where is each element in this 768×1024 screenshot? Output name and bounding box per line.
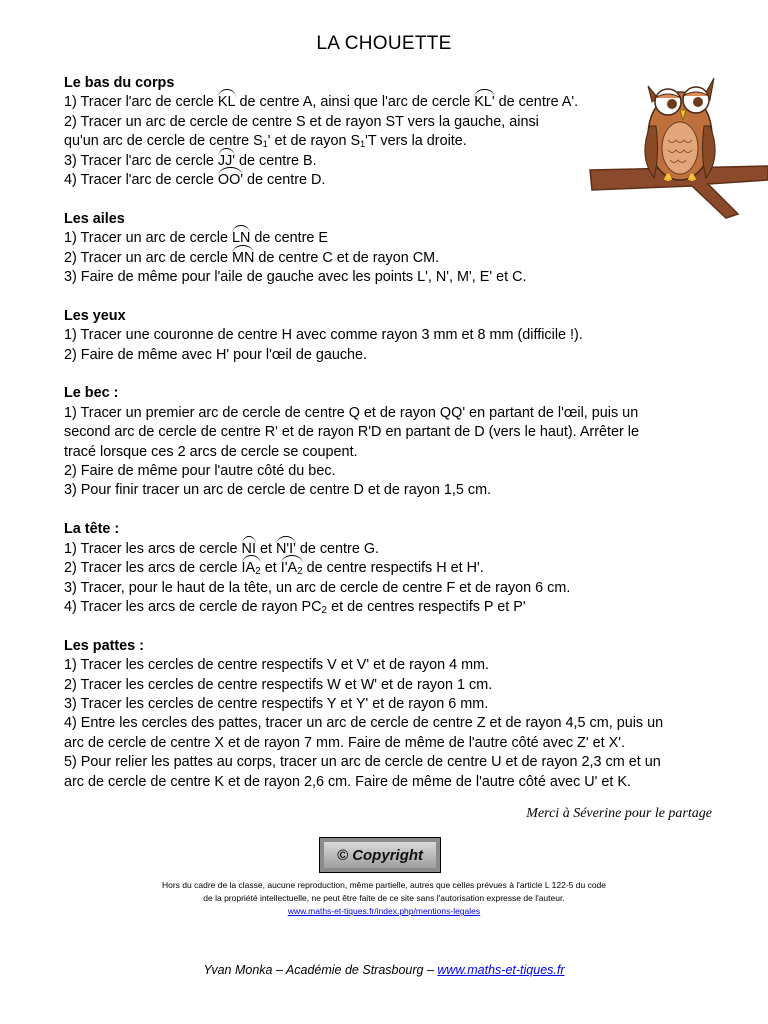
- section-tete: [64, 520, 724, 617]
- arc-label: $I'A_2$: [280, 560, 303, 578]
- section-heading: La tête :: [64, 521, 120, 538]
- instruction-line: 2) Tracer les cercles de centre respectifs W et W' et de rayon 1 cm.: [64, 676, 493, 693]
- instruction-line: 3) Tracer l'arc de cercle JJ' de centre B.: [64, 152, 724, 171]
- instruction-line: 3) Tracer les cercles de centre respectifs Y et Y' et de rayon 6 mm.: [64, 695, 489, 712]
- section-yeux: [64, 307, 724, 365]
- legal-text: de la propriété intellectuelle, ne peut être faite de ce site sans l'autorisation expresse de l'auteur.: [203, 893, 565, 903]
- instruction-line: 1) Tracer l'arc de cercle KL de centre A, ainsi que l'arc de cercle KL' de centre A'.: [64, 93, 724, 112]
- instruction-line: qu'un arc de cercle de centre $S_1'$ et de rayon $S_1'T$ vers la droite.: [64, 133, 467, 150]
- instructions: [64, 74, 724, 811]
- arc-label: N'I': [276, 540, 296, 559]
- instruction-line: tracé lorsque ces 2 arcs de cercle se coupent.: [64, 443, 358, 460]
- instruction-line: 1) Tracer un premier arc de cercle de centre Q et de rayon QQ' en partant de l'œil, puis un: [64, 404, 639, 421]
- instruction-line: 2) Tracer les arcs de cercle $IA_2$ et $I'A_2$ de centre respectifs H et H'.: [64, 560, 484, 578]
- arc-label: MN: [232, 249, 254, 268]
- arc-label: $IA_2$: [241, 560, 261, 578]
- instruction-line: 3) Faire de même pour l'aile de gauche avec les points L', N', M', E' et C.: [64, 269, 527, 286]
- instruction-line: arc de cercle de centre X et de rayon 7 mm. Faire de même de l'autre côté avec Z' et X'.: [64, 734, 625, 751]
- instruction-line: 2) Tracer un arc de cercle MN de centre C et de rayon CM.: [64, 249, 724, 268]
- instruction-line: arc de cercle de centre K et de rayon 2,6 cm. Faire de même de l'autre côté avec U' et K.: [64, 773, 632, 790]
- arc-label: NI: [242, 540, 256, 559]
- instruction-line: 5) Pour relier les pattes au corps, tracer un arc de cercle de centre U et de rayon 2,3 cm et un: [64, 754, 661, 771]
- footer: [0, 963, 768, 977]
- copyright-badge: [319, 837, 441, 873]
- instruction-line: 1) Tracer les cercles de centre respectifs V et V' et de rayon 4 mm.: [64, 657, 490, 674]
- copyright-label: © Copyright: [324, 842, 436, 868]
- instruction-line: 4) Entre les cercles des pattes, tracer un arc de cercle de centre Z et de rayon 4,5 cm, puis un: [64, 715, 664, 732]
- instruction-line: 2) Faire de même avec H' pour l'œil de gauche.: [64, 346, 368, 363]
- instruction-line: 1) Tracer les arcs de cercle NI et N'I' de centre G.: [64, 540, 724, 559]
- instruction-line: 2) Faire de même pour l'autre côté du bec.: [64, 463, 336, 480]
- instruction-line: second arc de cercle de centre R' et de rayon R'D en partant de D (vers le haut). Arrêter le: [64, 424, 640, 441]
- instruction-line: 3) Pour finir tracer un arc de cercle de centre D et de rayon 1,5 cm.: [64, 482, 492, 499]
- arc-label: KL: [218, 93, 236, 112]
- section-bas-du-corps: [64, 74, 724, 190]
- instruction-line: 1) Tracer une couronne de centre H avec comme rayon 3 mm et 8 mm (difficile !).: [64, 327, 583, 344]
- instruction-line: 4) Tracer les arcs de cercle de rayon $PC_2$ et de centres respectifs P et P': [64, 598, 526, 616]
- arc-label: KL': [474, 93, 494, 112]
- section-pattes: [64, 637, 724, 792]
- section-heading: Le bas du corps: [64, 75, 175, 91]
- instruction-line: 4) Tracer l'arc de cercle OO' de centre D.: [64, 171, 724, 190]
- arc-label: LN: [232, 229, 250, 248]
- legal-text: Hors du cadre de la classe, aucune reproduction, même partielle, autres que celles prévues à l'article L 122-5 du code: [161, 880, 607, 890]
- thanks-note: Merci à Séverine pour le partage: [526, 806, 712, 821]
- section-heading: Le bec :: [64, 385, 119, 402]
- section-heading: Les yeux: [64, 307, 126, 324]
- section-heading: Les pattes :: [64, 637, 144, 654]
- page-title: LA CHOUETTE: [316, 33, 452, 54]
- instruction-line: 2) Tracer un arc de cercle de centre S et de rayon ST vers la gauche, ainsi: [64, 113, 539, 130]
- section-ailes: [64, 210, 724, 288]
- instruction-line: 1) Tracer un arc de cercle LN de centre E: [64, 229, 724, 248]
- section-heading: Les ailes: [64, 210, 125, 227]
- arc-label: JJ': [218, 152, 235, 171]
- legal-notice: [120, 879, 648, 918]
- footer-author: Yvan Monka – Académie de Strasbourg –: [203, 963, 438, 977]
- arc-label: OO': [218, 171, 243, 190]
- section-bec: [64, 384, 724, 500]
- instruction-line: 3) Tracer, pour le haut de la tête, un arc de cercle de centre F et de rayon 6 cm.: [64, 579, 571, 596]
- legal-link[interactable]: www.maths-et-tiques.fr/index.php/mentions-legales: [287, 906, 481, 916]
- footer-link[interactable]: www.maths-et-tiques.fr: [437, 963, 565, 977]
